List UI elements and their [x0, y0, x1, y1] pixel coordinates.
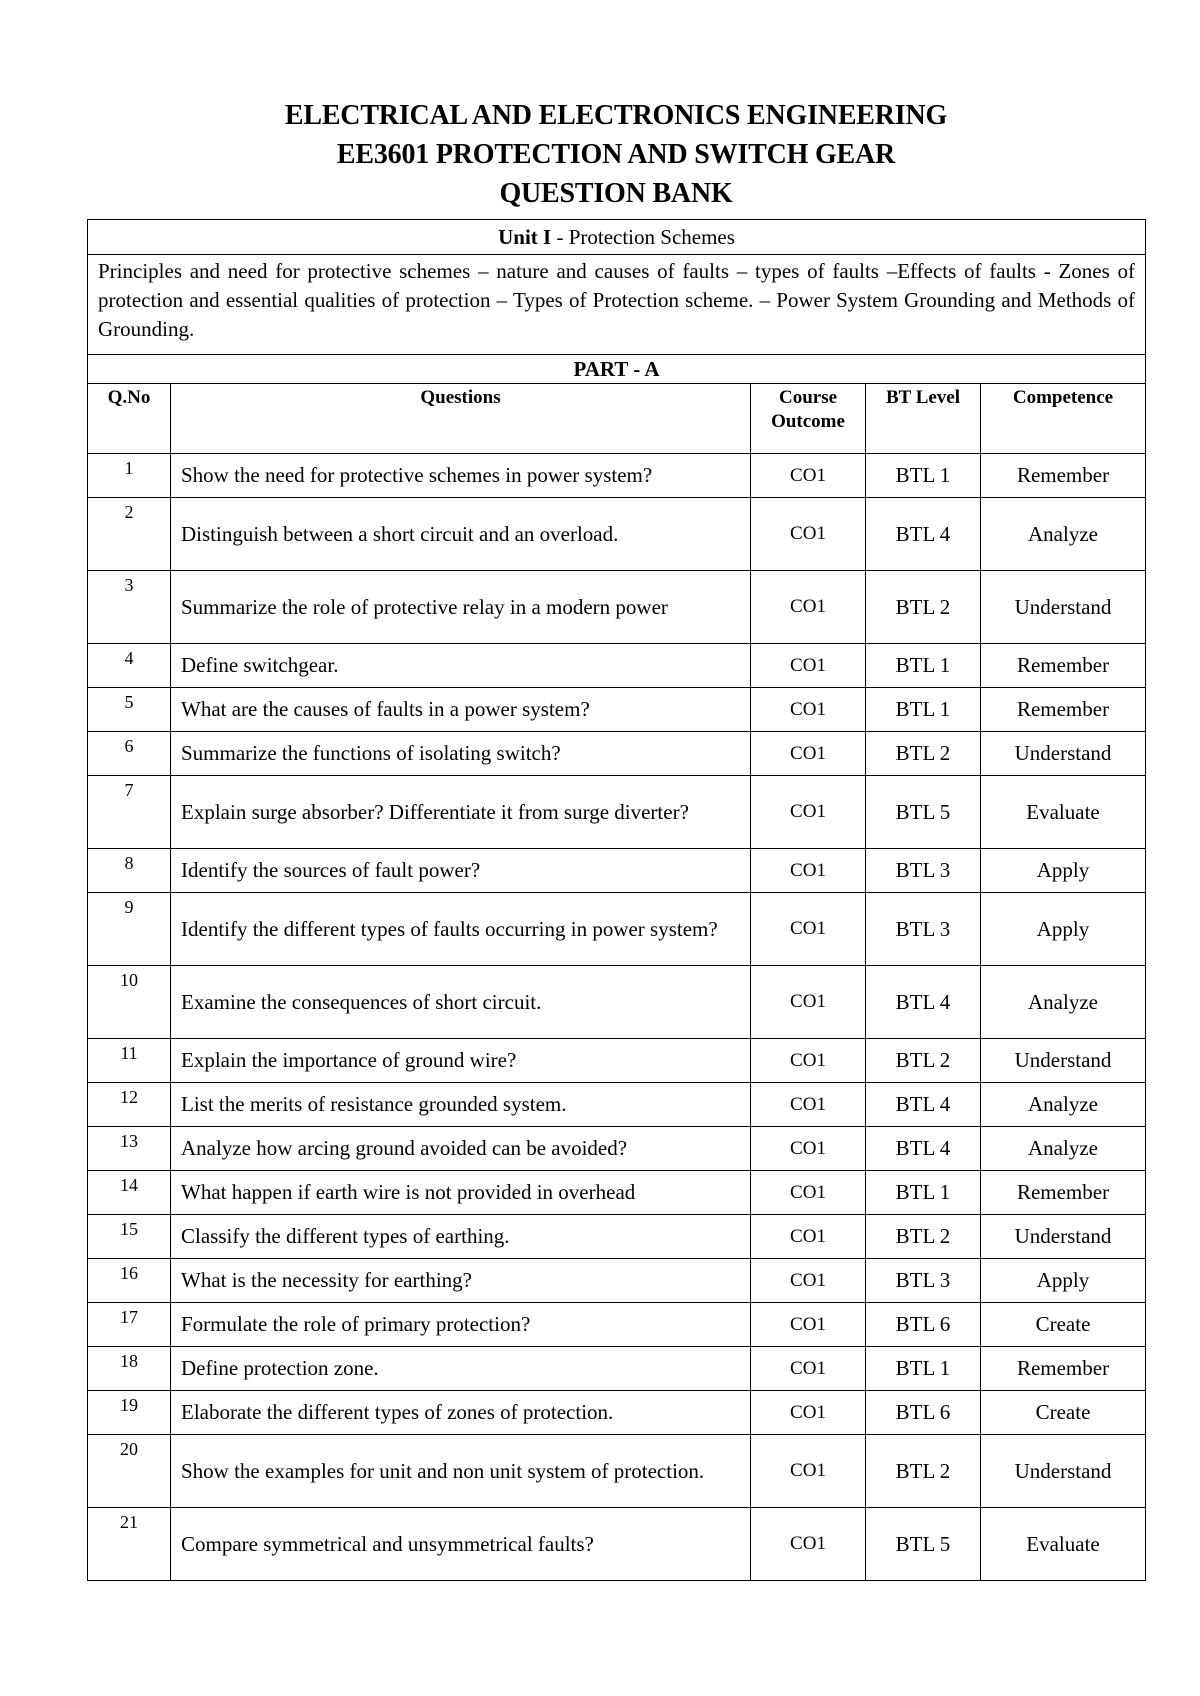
course-outcome: CO1 — [751, 1435, 866, 1508]
document-title: QUESTION BANK — [499, 178, 733, 209]
bt-level: BTL 3 — [866, 849, 981, 893]
question-number: 17 — [88, 1303, 171, 1347]
bt-level: BTL 5 — [866, 776, 981, 849]
course-outcome: CO1 — [751, 1391, 866, 1435]
course-outcome: CO1 — [751, 1039, 866, 1083]
question-text: Classify the different types of earthing. — [171, 1215, 751, 1259]
table-row — [88, 1303, 1146, 1347]
bt-level: BTL 4 — [866, 1127, 981, 1171]
table-row — [88, 1215, 1146, 1259]
unit-title — [88, 220, 1146, 255]
department-title: ELECTRICAL AND ELECTRONICS ENGINEERING — [284, 100, 948, 131]
bt-level: BTL 2 — [866, 1215, 981, 1259]
question-number: 5 — [88, 688, 171, 732]
competence: Remember — [981, 1171, 1146, 1215]
question-number: 13 — [88, 1127, 171, 1171]
question-number: 4 — [88, 644, 171, 688]
question-number: 15 — [88, 1215, 171, 1259]
bt-level: BTL 2 — [866, 571, 981, 644]
table-row — [88, 966, 1146, 1039]
competence: Understand — [981, 1435, 1146, 1508]
bt-level: BTL 1 — [866, 644, 981, 688]
course-outcome: CO1 — [751, 688, 866, 732]
table-row — [88, 1508, 1146, 1581]
unit-number: Unit I — [498, 224, 552, 249]
bt-level: BTL 1 — [866, 454, 981, 498]
competence: Analyze — [981, 498, 1146, 571]
question-number: 6 — [88, 732, 171, 776]
course-outcome: CO1 — [751, 732, 866, 776]
table-row — [88, 644, 1146, 688]
question-number: 18 — [88, 1347, 171, 1391]
question-text: Define switchgear. — [171, 644, 751, 688]
table-row — [88, 849, 1146, 893]
question-number: 20 — [88, 1435, 171, 1508]
question-number: 16 — [88, 1259, 171, 1303]
column-header-course-outcome: Course Outcome — [751, 384, 866, 454]
question-number: 10 — [88, 966, 171, 1039]
table-row — [88, 1347, 1146, 1391]
competence: Analyze — [981, 1127, 1146, 1171]
question-text: Elaborate the different types of zones of protection. — [171, 1391, 751, 1435]
competence: Remember — [981, 1347, 1146, 1391]
unit-name: - Protection Schemes — [551, 224, 735, 249]
table-row — [88, 454, 1146, 498]
competence: Evaluate — [981, 776, 1146, 849]
table-row — [88, 1259, 1146, 1303]
question-text: Identify the sources of fault power? — [171, 849, 751, 893]
competence: Remember — [981, 688, 1146, 732]
question-number: 21 — [88, 1508, 171, 1581]
competence: Create — [981, 1303, 1146, 1347]
question-number: 8 — [88, 849, 171, 893]
question-text: Examine the consequences of short circuit. — [171, 966, 751, 1039]
competence: Understand — [981, 732, 1146, 776]
bt-level: BTL 6 — [866, 1303, 981, 1347]
question-number: 19 — [88, 1391, 171, 1435]
course-title: EE3601 PROTECTION AND SWITCH GEAR — [336, 139, 896, 170]
document-header — [87, 96, 1145, 213]
question-number: 11 — [88, 1039, 171, 1083]
question-text: Formulate the role of primary protection? — [171, 1303, 751, 1347]
bt-level: BTL 2 — [866, 732, 981, 776]
course-outcome: CO1 — [751, 1347, 866, 1391]
competence: Apply — [981, 849, 1146, 893]
table-row — [88, 1435, 1146, 1508]
course-outcome: CO1 — [751, 966, 866, 1039]
question-text: Distinguish between a short circuit and an overload. — [171, 498, 751, 571]
competence: Evaluate — [981, 1508, 1146, 1581]
table-row — [88, 732, 1146, 776]
question-text: Summarize the role of protective relay in a modern power — [171, 571, 751, 644]
question-text: Show the examples for unit and non unit system of protection. — [171, 1435, 751, 1508]
competence: Apply — [981, 893, 1146, 966]
competence: Analyze — [981, 1083, 1146, 1127]
column-header-competence: Competence — [981, 384, 1146, 454]
bt-level: BTL 1 — [866, 1171, 981, 1215]
question-number: 9 — [88, 893, 171, 966]
course-outcome: CO1 — [751, 893, 866, 966]
course-outcome: CO1 — [751, 1171, 866, 1215]
bt-level: BTL 1 — [866, 1347, 981, 1391]
table-row — [88, 776, 1146, 849]
question-number: 3 — [88, 571, 171, 644]
question-text: Analyze how arcing ground avoided can be avoided? — [171, 1127, 751, 1171]
question-text: Compare symmetrical and unsymmetrical faults? — [171, 1508, 751, 1581]
course-outcome: CO1 — [751, 1127, 866, 1171]
question-text: Explain surge absorber? Differentiate it from surge diverter? — [171, 776, 751, 849]
course-outcome: CO1 — [751, 1508, 866, 1581]
bt-level: BTL 3 — [866, 893, 981, 966]
question-text: What happen if earth wire is not provided in overhead — [171, 1171, 751, 1215]
bt-level: BTL 3 — [866, 1259, 981, 1303]
table-row — [88, 893, 1146, 966]
bt-level: BTL 4 — [866, 1083, 981, 1127]
table-row — [88, 1083, 1146, 1127]
column-header-questions: Questions — [171, 384, 751, 454]
question-number: 7 — [88, 776, 171, 849]
competence: Create — [981, 1391, 1146, 1435]
course-outcome: CO1 — [751, 849, 866, 893]
table-row — [88, 1171, 1146, 1215]
question-text: Identify the different types of faults occurring in power system? — [171, 893, 751, 966]
question-text: List the merits of resistance grounded system. — [171, 1083, 751, 1127]
competence: Remember — [981, 644, 1146, 688]
column-header-qno: Q.No — [88, 384, 171, 454]
bt-level: BTL 5 — [866, 1508, 981, 1581]
question-text: What is the necessity for earthing? — [171, 1259, 751, 1303]
competence: Understand — [981, 571, 1146, 644]
question-text: Summarize the functions of isolating switch? — [171, 732, 751, 776]
question-text: What are the causes of faults in a power system? — [171, 688, 751, 732]
column-header-bt-level: BT Level — [866, 384, 981, 454]
table-row — [88, 498, 1146, 571]
bt-level: BTL 1 — [866, 688, 981, 732]
course-outcome: CO1 — [751, 1259, 866, 1303]
competence: Understand — [981, 1039, 1146, 1083]
course-outcome: CO1 — [751, 1215, 866, 1259]
competence: Understand — [981, 1215, 1146, 1259]
question-number: 14 — [88, 1171, 171, 1215]
course-outcome: CO1 — [751, 1303, 866, 1347]
table-row — [88, 1391, 1146, 1435]
question-bank-table — [87, 219, 1146, 1581]
course-outcome: CO1 — [751, 1083, 866, 1127]
question-text: Show the need for protective schemes in power system? — [171, 454, 751, 498]
competence: Analyze — [981, 966, 1146, 1039]
question-text: Explain the importance of ground wire? — [171, 1039, 751, 1083]
course-outcome: CO1 — [751, 454, 866, 498]
table-row — [88, 1039, 1146, 1083]
course-outcome: CO1 — [751, 776, 866, 849]
table-row — [88, 688, 1146, 732]
bt-level: BTL 2 — [866, 1435, 981, 1508]
course-outcome: CO1 — [751, 644, 866, 688]
unit-syllabus: Principles and need for protective schemes – nature and causes of faults – types of faults –Effects of faults - Zones of protection and essential qualities of protection – Types of Protection scheme. – Power System Grounding and Methods of Grounding. — [88, 255, 1146, 355]
question-number: 12 — [88, 1083, 171, 1127]
question-text: Define protection zone. — [171, 1347, 751, 1391]
question-number: 2 — [88, 498, 171, 571]
bt-level: BTL 4 — [866, 966, 981, 1039]
course-outcome: CO1 — [751, 498, 866, 571]
table-row — [88, 1127, 1146, 1171]
competence: Apply — [981, 1259, 1146, 1303]
table-row — [88, 571, 1146, 644]
question-number: 1 — [88, 454, 171, 498]
bt-level: BTL 4 — [866, 498, 981, 571]
part-heading: PART - A — [88, 355, 1146, 384]
bt-level: BTL 6 — [866, 1391, 981, 1435]
competence: Remember — [981, 454, 1146, 498]
course-outcome: CO1 — [751, 571, 866, 644]
bt-level: BTL 2 — [866, 1039, 981, 1083]
